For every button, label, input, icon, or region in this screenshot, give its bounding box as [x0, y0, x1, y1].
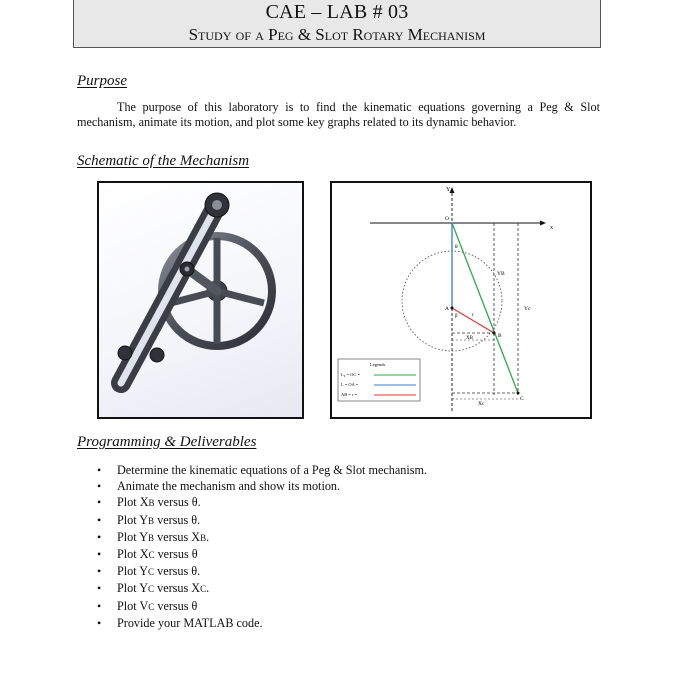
deliverable-subscript: B: [148, 498, 155, 509]
deliverable-text: .: [206, 529, 210, 544]
bullet-icon: •: [97, 615, 102, 630]
deliverable-subscript: C: [148, 567, 155, 578]
label-r: r: [472, 313, 474, 318]
deliverable-item: [97, 580, 427, 597]
purpose-text: The purpose of this laboratory is to find the kinematic equations governing a Peg & Slot mechanism, animate its motion, and plot some key graphs related to its dynamic behavior.: [77, 100, 600, 129]
deliverable-item: [97, 529, 427, 546]
deliverables-list: [97, 462, 427, 631]
label-b: B: [498, 333, 502, 339]
bullet-icon: •: [97, 512, 102, 527]
lab-title: CAE – LAB # 03: [265, 1, 409, 23]
y-axis-label: Y: [446, 187, 451, 193]
mechanism-schematic-figure: [330, 181, 592, 419]
legend-label-l0: L₀ = OC =: [341, 372, 361, 377]
deliverable-subscript: C: [148, 550, 155, 561]
deliverable-subscript: C: [148, 584, 155, 595]
legend-title: Legends: [370, 362, 386, 367]
lab-subtitle: Study of a Peg & Slot Rotary Mechanism: [188, 25, 486, 44]
deliverables-heading: Programming & Deliverables: [77, 434, 257, 450]
deliverable-text: versus X: [154, 581, 201, 596]
bullet-icon: •: [97, 463, 102, 477]
label-beta: β: [455, 314, 458, 319]
deliverable-item: [97, 494, 427, 511]
bullet-icon: •: [97, 564, 102, 579]
deliverable-text: Determine the kinematic equations of a Peg & Slot mechanism.: [117, 463, 428, 477]
deliverable-text: Plot X: [117, 495, 149, 510]
deliverable-text: Provide your MATLAB code.: [117, 615, 263, 630]
legend-label-l: L = OA =: [341, 382, 359, 387]
deliverable-item: [97, 598, 427, 615]
label-yc: Yc: [524, 306, 531, 312]
deliverable-item: [97, 478, 427, 494]
deliverable-text: Animate the mechanism and show its motion.: [117, 479, 341, 494]
label-yb: YB: [497, 271, 505, 277]
deliverable-text: Plot X: [117, 547, 149, 562]
bullet-icon: •: [97, 598, 102, 613]
bullet-icon: •: [97, 581, 102, 596]
deliverable-text: versus θ.: [154, 495, 201, 510]
deliverable-text: versus θ.: [154, 512, 201, 527]
deliverable-subscript: C: [148, 601, 155, 612]
deliverable-text: .: [206, 581, 210, 596]
deliverable-text: Plot V: [117, 598, 149, 613]
label-origin: O: [445, 216, 449, 222]
label-a: A: [445, 306, 449, 312]
deliverable-item: [97, 512, 427, 529]
roller: [118, 346, 132, 360]
link-ab: [452, 308, 494, 333]
x-axis-label: x: [550, 225, 553, 231]
label-xc: Xc: [478, 401, 485, 407]
deliverable-subscript: B: [148, 532, 155, 543]
deliverable-item: [97, 546, 427, 563]
bullet-icon: •: [97, 547, 102, 562]
legend: [338, 359, 420, 401]
bullet-icon: •: [97, 529, 102, 544]
deliverable-text: versus θ: [154, 598, 198, 613]
mechanism-render-figure: [97, 181, 304, 419]
deliverable-subscript: B: [148, 515, 155, 526]
deliverable-text: versus θ.: [154, 564, 201, 579]
label-xb: XB: [466, 336, 473, 341]
deliverable-subscript: C: [200, 584, 207, 595]
label-theta: θ: [455, 244, 458, 250]
deliverable-subscript: B: [200, 532, 207, 543]
bullet-icon: •: [97, 479, 102, 494]
deliverable-text: Plot Y: [117, 512, 149, 527]
deliverable-text: Plot Y: [117, 564, 149, 579]
mechanism-schematic: [332, 183, 590, 417]
schematic-heading: Schematic of the Mechanism: [77, 153, 250, 169]
deliverable-text: versus θ: [154, 547, 198, 562]
title-box: [73, 0, 601, 48]
deliverable-item: [97, 563, 427, 580]
label-c: C: [520, 396, 524, 402]
link-oc: [452, 223, 518, 393]
deliverable-text: Plot Y: [117, 581, 149, 596]
legend-label-r: AB = r =: [341, 392, 358, 397]
bullet-icon: •: [97, 495, 102, 510]
deliverable-text: versus X: [154, 529, 201, 544]
purpose-heading: Purpose: [77, 73, 127, 89]
deliverable-text: Plot Y: [117, 529, 149, 544]
roller: [150, 348, 164, 362]
deliverable-item: [97, 615, 427, 631]
deliverable-item: [97, 462, 427, 478]
mechanism-render: [99, 183, 302, 417]
